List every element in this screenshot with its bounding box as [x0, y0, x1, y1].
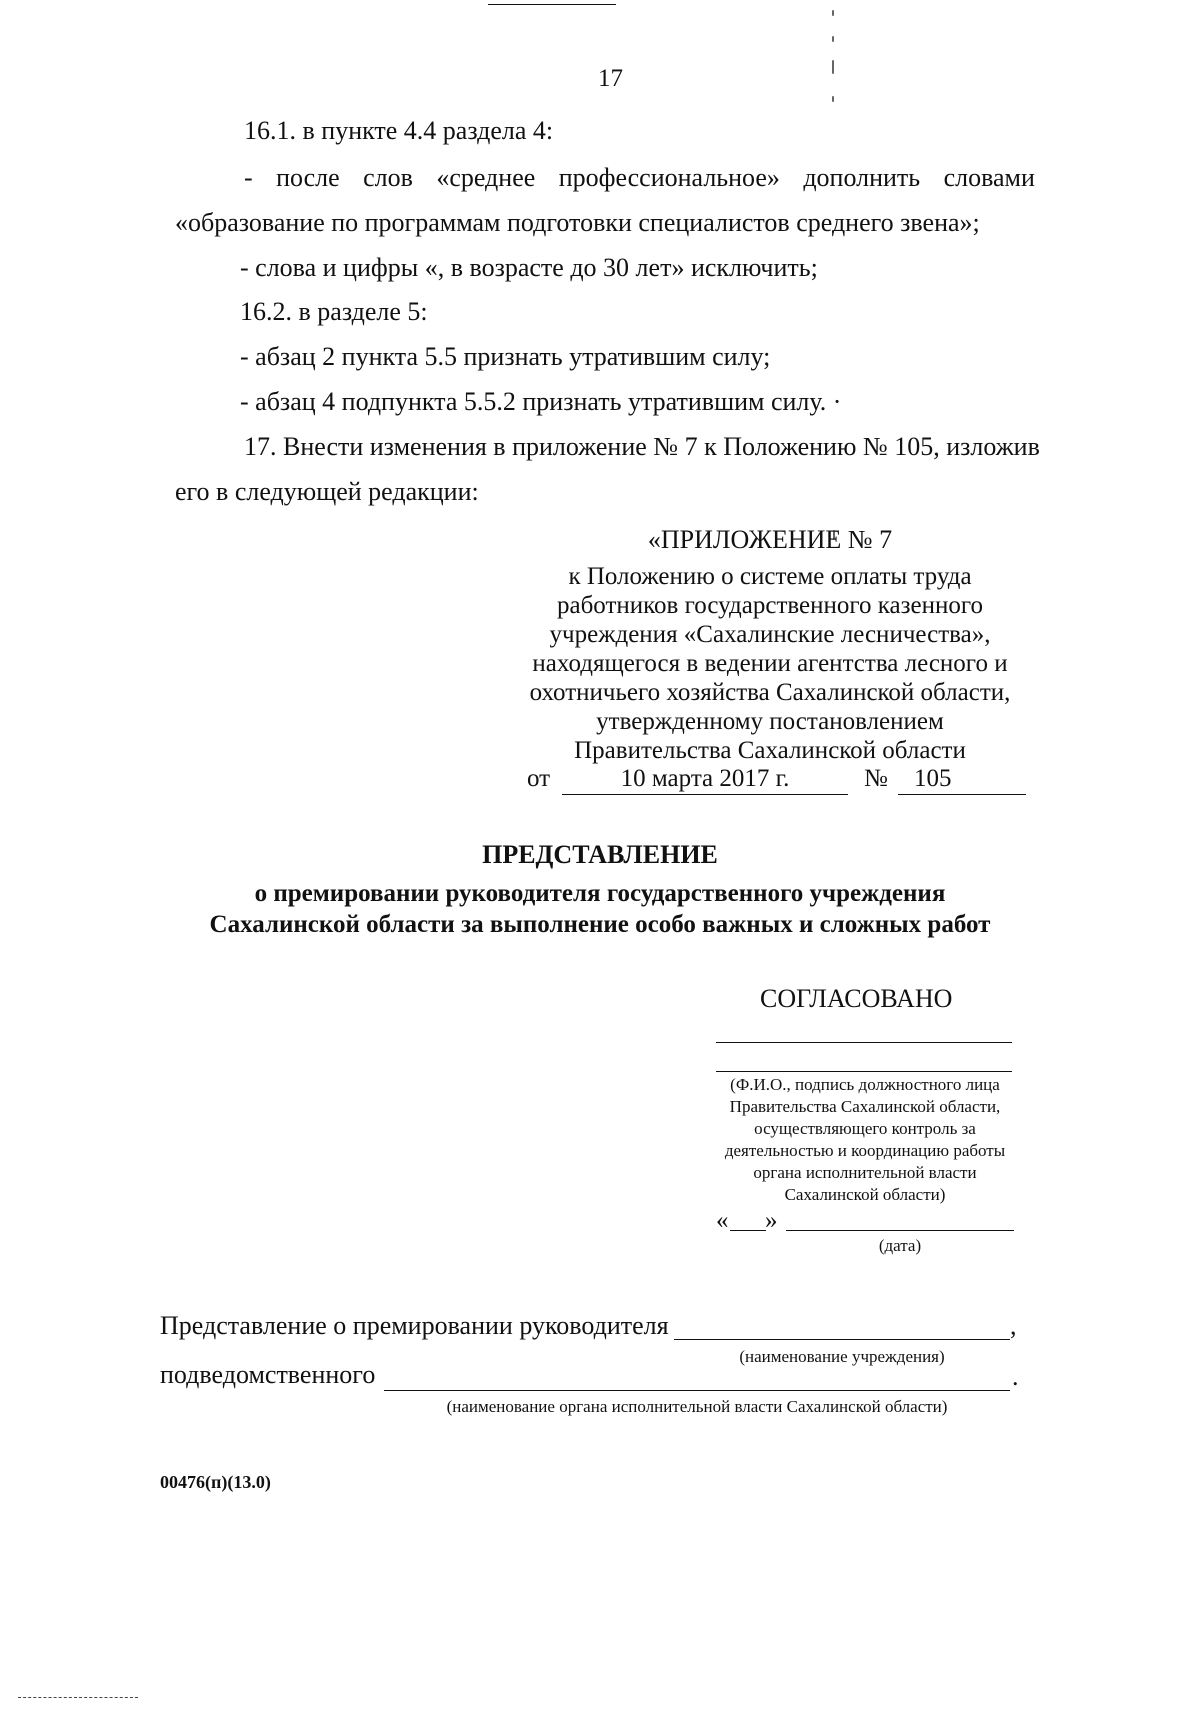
document-title: ПРЕДСТАВЛЕНИЕ [482, 840, 718, 869]
word: после [276, 163, 340, 192]
appendix-title: «ПРИЛОЖЕНИЕ № 7 [647, 525, 893, 554]
form-authority-line [384, 1390, 1010, 1391]
approval-signature-line [716, 1071, 1012, 1072]
word: дополнить [803, 163, 921, 192]
approval-caption-line: Правительства Сахалинской области, [729, 1097, 1001, 1116]
appendix-from-label: от [527, 765, 551, 792]
approval-date-line [786, 1230, 1014, 1231]
scan-artifact [832, 60, 834, 74]
document-subtitle-line1: о премировании руководителя государственного учреждения [254, 880, 946, 907]
approval-date-caption: (дата) [878, 1236, 922, 1255]
word: слов [363, 163, 413, 192]
document-subtitle-line2: Сахалинской области за выполнение особо важных и сложных работ [209, 911, 991, 938]
approval-caption-line: деятельностью и координацию работы [724, 1141, 1006, 1160]
word: «среднее [436, 163, 536, 192]
paragraph-16-2-item1: - абзац 2 пункта 5.5 признать утратившим силу; [240, 342, 771, 371]
appendix-line: утвержденному постановлением [596, 708, 944, 735]
appendix-number-label: № [864, 765, 888, 792]
scan-artifact [832, 96, 834, 102]
approval-quote-open: « [716, 1207, 729, 1234]
form-line2-end: . [1012, 1362, 1019, 1391]
appendix-line: охотничьего хозяйства Сахалинской области, [529, 679, 1011, 706]
appendix-line: находящегося в ведении агентства лесного и [532, 650, 1008, 677]
approval-quote-close: » [765, 1207, 778, 1234]
approval-signature-line [716, 1042, 1012, 1043]
paragraph-16-2: 16.2. в разделе 5: [240, 297, 428, 326]
word: словами [943, 163, 1035, 192]
scan-artifact [832, 36, 834, 42]
paragraph-16-2-item2: - абзац 4 подпункта 5.5.2 признать утратившим силу. · [240, 387, 842, 416]
scan-edge-line [488, 4, 616, 5]
form-line2-text: подведомственного [160, 1360, 376, 1389]
appendix-line: работников государственного казенного [556, 592, 983, 619]
footer-code: 00476(п)(13.0) [160, 1472, 271, 1492]
approval-title: СОГЛАСОВАНО [760, 984, 953, 1013]
scan-artifact [832, 10, 834, 16]
scan-edge-line [18, 1697, 138, 1698]
appendix-number-value: 105 [914, 765, 952, 792]
appendix-line: Правительства Сахалинской области [574, 737, 966, 764]
appendix-number [898, 764, 1026, 795]
approval-caption-line: осуществляющего контроль за [754, 1119, 976, 1138]
form-institution-caption: (наименование учреждения) [739, 1347, 945, 1366]
paragraph-16-1-item-line1 [244, 163, 1035, 193]
paragraph-17-line2: его в следующей редакции: [175, 477, 479, 506]
form-institution-line [674, 1339, 1010, 1340]
approval-caption-line: (Ф.И.О., подпись должностного лица [730, 1075, 1000, 1094]
approval-day-line [730, 1230, 766, 1231]
form-authority-caption: (наименование органа исполнительной власти Сахалинской области) [446, 1397, 948, 1416]
paragraph-16-1-item2: - слова и цифры «, в возрасте до 30 лет» исключить; [240, 253, 818, 282]
word: профессиональное» [558, 163, 780, 192]
paragraph-17-line1: 17. Внести изменения в приложение № 7 к Положению № 105, изложив [244, 432, 1040, 461]
appendix-line: к Положению о системе оплаты труда [568, 563, 972, 590]
form-line1-text: Представление о премировании руководителя [160, 1311, 669, 1340]
appendix-date: 10 марта 2017 г. [562, 764, 848, 795]
page-number: 17 [598, 65, 623, 92]
paragraph-16-1: 16.1. в пункте 4.4 раздела 4: [244, 116, 554, 145]
form-line1-end: , [1010, 1311, 1017, 1340]
appendix-line: учреждения «Сахалинские лесничества», [549, 621, 991, 648]
approval-caption-line: Сахалинской области) [784, 1185, 946, 1204]
word: - [244, 163, 253, 192]
paragraph-16-1-item-line2: «образование по программам подготовки специалистов среднего звена»; [175, 208, 980, 237]
approval-caption-line: органа исполнительной власти [753, 1163, 977, 1182]
